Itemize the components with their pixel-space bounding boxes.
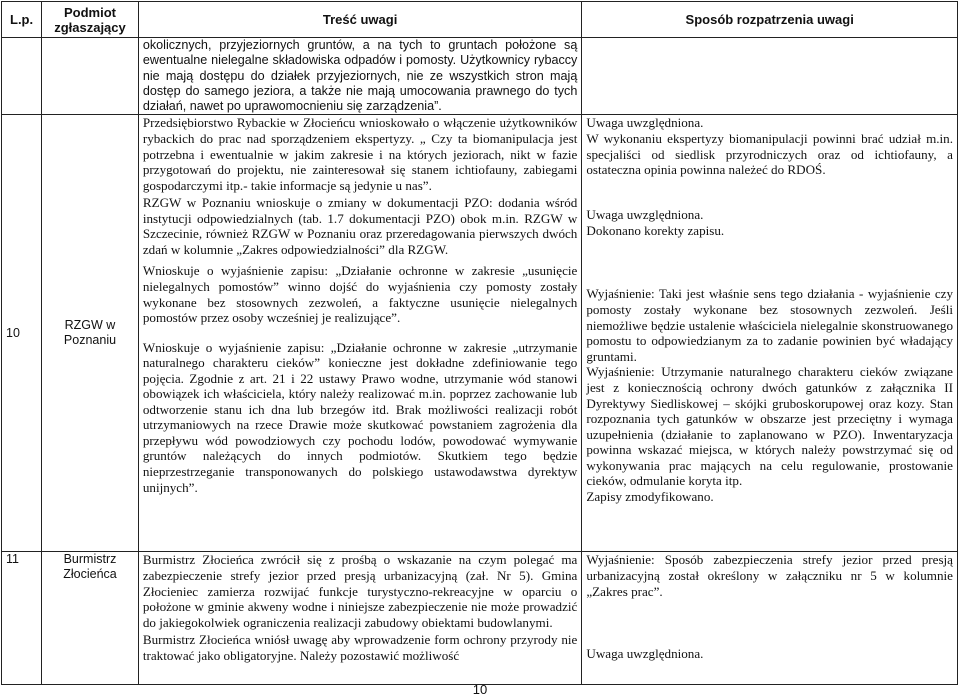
remark-paragraph: RZGW w Poznaniu wnioskuje o zmiany w dokumentacji PZO: dodania wśród instytucji odpowiedzialnych (tab. 1.7 dokumentacji PZO) obok m.in. RZGW w Szczecinie, również RZGW w Poznaniu oraz przeredagowania pierwszych dwóch zdań w kolumnie „Zakres odpowiedzialności” dla RZGW.	[142, 195, 578, 257]
row-number	[2, 115, 42, 552]
remarks-table	[1, 1, 958, 685]
row-number	[2, 552, 42, 685]
remark-paragraph: Burmistrz Złocieńca zwrócił się z prośbą o wskazanie na czym polegać ma zabezpieczenie strefy jezior przed presją urbanizacyjną (zał. Nr 5). Gmina Złocieniec zamierza rozwijać funkcje turystyczno-rekreacyjne w oparciu o położone w gminie akweny wodne i niniejsze zabezpieczenie nie może prowadzić do jakiegokolwiek ograniczenia realizacji zabudowy obiektami budowlanymi.	[142, 552, 578, 630]
row-entity	[42, 552, 139, 685]
header-sposob: Sposób rozpatrzenia uwagi	[582, 2, 958, 38]
resolution-text	[582, 115, 958, 552]
remark-paragraph: Wnioskuje o wyjaśnienie zapisu: „Działanie ochronne w zakresie „usunięcie nielegalnych pomostów” winno dojść do wyjaśnienia czy pomosty zostały wykonane bez stosownych zezwoleń, a faktyczne usunięcie nielegalnych pomostów przez osoby wcześniej je realizujące”.	[142, 263, 578, 326]
row-entity	[42, 115, 139, 552]
row-number-text: 11	[6, 552, 19, 567]
row-entity-text: RZGW w Poznaniu	[63, 318, 117, 348]
table-row	[2, 38, 958, 115]
table-header-row	[2, 2, 958, 38]
resolution-paragraph: Uwaga uwzględniona. W wykonaniu ekspertyzy biomanipulacji powinni brać udział m.in. specjaliści od siedlisk przyrodniczych oraz od ichtiofauny, a ostateczna opinia powinna należeć do RDOŚ.	[586, 115, 953, 178]
remark-paragraph: Wnioskuje o wyjaśnienie zapisu: „Działanie ochronne w zakresie „utrzymanie naturalnego charakteru cieków” konieczne jest dokładne zdefiniowanie tego pojęcia. Zgodnie z art. 21 i 22 ustawy Prawo wodne, utrzymanie wód stanowi obowiązek ich właściciela, który należy realizować m.in. poprzez zachowanie lub odtworzenie stanu ich dna lub brzegów itd. Brak możliwości realizacji robót utrzymaniowych na rzece Drawie może skutkować powstaniem zagrożenia dla przepływu wód powodziowych czy pochodu lodów, powodować wymywanie gruntów należących do innych podmiotów. Skutkiem tego będzie nieprzestrzeganie transponowanych do polskiego ustawodawstwa dyrektyw unijnych”.	[142, 339, 578, 495]
header-tresc: Treść uwagi	[138, 2, 582, 38]
table-row	[2, 552, 958, 685]
table-row	[2, 115, 958, 552]
resolution-paragraph: Uwaga uwzględniona.	[586, 646, 704, 662]
remark-text	[138, 552, 582, 685]
resolution-paragraph: Wyjaśnienie: Utrzymanie naturalnego charakteru cieków związane jest z koniecznością ochrony dwóch gatunków z załącznika II Dyrektywy Siedliskowej – skójki gruboskorupowej oraz kozy. Stan rozpoznania tych gatunków w obszarze jest przeciętny i wymaga uzupełnienia (działanie to zaplanowano w PZO). Inwentaryzacja powinna wskazać miejsca, w których należy powstrzymać się od wykonywania prac mających na celu regulowanie, prostowanie cieków, odmulanie koryta itp. Zapisy zmodyfikowano.	[586, 364, 953, 504]
remark-paragraph: okolicznych, przyjeziornych gruntów, a na tych to gruntach położone są ewentualne nielegalne składowiska odpadów i pomosty. Użytkownicy rybaccy nie mają dostępu do działek przyjeziornych, nie ze wszystkich stron mają dostęp do samego jeziora, a także nie mają umocowania prawnego do tych działań, nawet po uprawomocnieniu się zarządzenia”.	[142, 38, 578, 114]
remark-text	[138, 115, 582, 552]
remark-text	[138, 38, 582, 115]
resolution-text	[582, 38, 958, 115]
header-podmiot: Podmiot zgłaszający	[42, 2, 139, 38]
page-number: 10	[472, 682, 488, 697]
resolution-paragraph: Wyjaśnienie: Sposób zabezpieczenia strefy jezior przed presją urbanizacyjną został określony w załączniku nr 5 w kolumnie „Zakres prac”.	[586, 552, 953, 599]
resolution-text	[582, 552, 958, 685]
row-number	[2, 38, 42, 115]
row-number-text: 10	[6, 325, 20, 340]
row-entity-text: Burmistrz Złocieńca	[63, 552, 117, 582]
remark-paragraph: Burmistrz Złocieńca wniósł uwagę aby wprowadzenie form ochrony przyrody nie traktować jako obligatoryjne. Należy pozostawić możliwość	[142, 632, 578, 663]
header-lp: L.p.	[2, 2, 42, 38]
row-entity	[42, 38, 139, 115]
remark-paragraph: Przedsiębiorstwo Rybackie w Złocieńcu wnioskowało o włączenie użytkowników rybackich do prac nad sporządzeniem ekspertyzy. „ Czy ta biomanipulacja jest potrzebna i ewentualnie w jakim zakresie i na których jeziorach, nikt w fazie przygotowań do projektu, nie zainteresował się stanem ichtiofauny, zabiegami gospodarczymi itp.- takie informacje są jedynie u nas”.	[142, 115, 578, 193]
resolution-paragraph: Uwaga uwzględniona. Dokonano korekty zapisu.	[586, 207, 725, 239]
resolution-paragraph: Wyjaśnienie: Taki jest właśnie sens tego działania - wyjaśnienie czy pomosty zostały wykonane bez stosownych zezwoleń. Jeśli niemożliwe będzie ustalenie właściciela nielegalnie skonstruowanego pomostu to odpowiedzianym za to zadanie powinien być władający gruntami.	[586, 286, 953, 364]
